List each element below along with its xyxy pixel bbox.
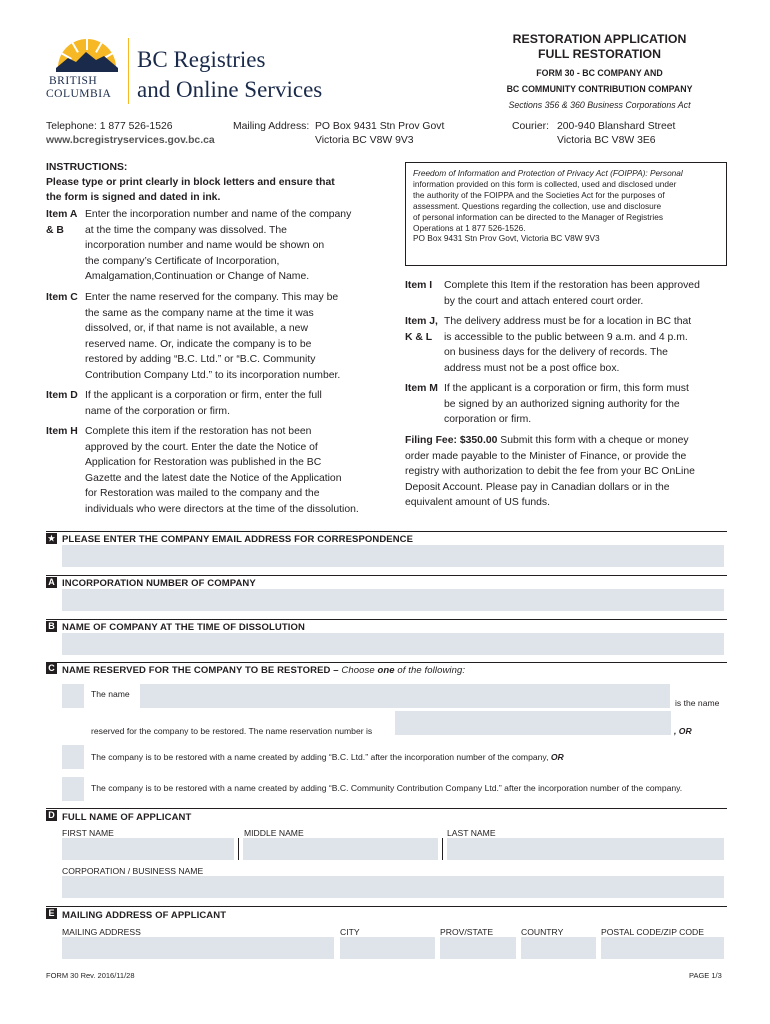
- courier-line1: 200-940 Blanshard Street: [557, 121, 676, 132]
- prov-state-label: PROV/STATE: [440, 927, 494, 937]
- page-number: PAGE 1/3: [689, 971, 722, 980]
- courier-line2: Victoria BC V8W 3E6: [557, 135, 656, 146]
- option-bc-ccc-checkbox[interactable]: [62, 777, 84, 801]
- section-d-title: FULL NAME OF APPLICANT: [62, 812, 192, 823]
- form-number-line1: FORM 30 - BC COMPANY AND: [536, 68, 663, 78]
- middle-name-field[interactable]: [243, 838, 438, 860]
- instructions-intro-2: the form is signed and dated in ink.: [46, 192, 221, 203]
- item-ab-text: Enter the incorporation number and name of the company at the time the company was dissolved. The incorporation number and name would be shown on the company’s Certificate of Incorporation, Amalgamation,Continuation or Change of Name.: [85, 209, 352, 282]
- section-c-letter: C: [46, 663, 57, 674]
- postal-code-label: POSTAL CODE/ZIP CODE: [601, 927, 704, 937]
- divider-e: [46, 906, 727, 907]
- divider-d: [46, 808, 727, 809]
- city-label: CITY: [340, 927, 360, 937]
- divider-a: [46, 575, 727, 576]
- org-name-line1: BC Registries: [137, 47, 266, 72]
- section-a-letter: A: [46, 577, 57, 588]
- form-title-line2: FULL RESTORATION: [538, 47, 661, 61]
- org-name-line2: and Online Services: [137, 77, 323, 102]
- foippa-box: Freedom of Information and Protection of Privacy Act (FOIPPA): Personal information provided on this form is collected, used and disclosed under the authority of the FOIPPA and the Societies Act for the purposes of assessment. Questions regarding the collection, use and disclosure of personal information can be directed to the Manager of Registries Operations at 1 877 526-1526. PO Box 9431 Stn Prov Govt, Victoria BC V8W 9V3: [405, 162, 727, 266]
- or-label-1: , OR: [674, 726, 692, 736]
- postal-code-field[interactable]: [601, 937, 724, 959]
- divider-b: [46, 619, 727, 620]
- email-section-title: PLEASE ENTER THE COMPANY EMAIL ADDRESS FOR CORRESPONDENCE: [62, 534, 414, 545]
- section-e-letter: E: [46, 908, 57, 919]
- city-field[interactable]: [340, 937, 435, 959]
- item-jkl-key: Item J, K & L: [405, 316, 438, 343]
- option-bc-ltd-label: The company is to be restored with a name created by adding “B.C. Ltd.” after the incorporation number of the company, OR: [91, 752, 564, 762]
- form-sections: Sections 356 & 360 Business Corporations Act: [508, 100, 691, 110]
- item-h-text: Complete this item if the restoration has not been approved by the court. Enter the date the Notice of Application for Restoration was published in the BC Gazette and the latest date the Notice of the Application for Restoration was mailed to the company and the individuals who were directors at the time of the dissolution.: [85, 426, 359, 515]
- item-m-key: Item M: [405, 383, 438, 394]
- company-name-at-dissolution-field[interactable]: [62, 633, 724, 655]
- mailing-address-field[interactable]: [62, 937, 334, 959]
- form-revision: FORM 30 Rev. 2016/11/28: [46, 971, 135, 980]
- form-title-line1: RESTORATION APPLICATION: [512, 32, 687, 46]
- instructions-intro-1: Please type or print clearly in block letters and ensure that: [46, 177, 335, 188]
- section-c-title: NAME RESERVED FOR THE COMPANY TO BE RESTORED – Choose one of the following:: [62, 665, 466, 676]
- country-label: COUNTRY: [521, 927, 564, 937]
- item-d-key: Item D: [46, 390, 78, 401]
- section-b-letter: B: [46, 621, 57, 632]
- mailing-address-line1: PO Box 9431 Stn Prov Govt: [315, 121, 445, 132]
- divider-c: [46, 662, 727, 663]
- item-d-text: If the applicant is a corporation or firm, enter the full name of the corporation or firm.: [85, 390, 322, 417]
- item-h-key: Item H: [46, 426, 78, 437]
- bc-sun-icon: [52, 34, 122, 76]
- item-c-text: Enter the name reserved for the company. This may be the same as the company name at the time it was dissolved, or, if that name is not available, a new reserved name. Or, indicate the company is to be restored by adding “B.C. Ltd.” or “B.C. Community Contribution Company Ltd.” to its incorporation number.: [85, 292, 341, 381]
- form-number-line2: BC COMMUNITY CONTRIBUTION COMPANY: [506, 84, 693, 94]
- logo-british: BRITISH: [49, 75, 98, 87]
- item-m-text: If the applicant is a corporation or firm, this form must be signed by an authorized signing authority for the corporation or firm.: [444, 383, 689, 425]
- section-b-title: NAME OF COMPANY AT THE TIME OF DISSOLUTION: [62, 622, 305, 633]
- name-reservation-number-field[interactable]: [395, 711, 671, 735]
- the-name-label: The name: [91, 689, 130, 699]
- option-name-checkbox[interactable]: [62, 684, 84, 708]
- corporation-name-label: CORPORATION / BUSINESS NAME: [62, 866, 204, 876]
- middle-name-label: MIDDLE NAME: [244, 828, 304, 838]
- last-name-field[interactable]: [447, 838, 724, 860]
- courier-label: Courier:: [512, 121, 549, 132]
- incorporation-number-field[interactable]: [62, 589, 724, 611]
- bc-logo: [46, 34, 126, 104]
- middle-last-separator: [442, 838, 443, 860]
- last-name-label: LAST NAME: [447, 828, 496, 838]
- first-name-label: FIRST NAME: [62, 828, 114, 838]
- section-e-title: MAILING ADDRESS OF APPLICANT: [62, 910, 227, 921]
- filing-fee-text: Filing Fee: $350.00 Submit this form with a cheque or money order made payable to the Minister of Finance, or provide the registry with authorization to debit the fee from your BC OnLine Deposit Account. Please pay in Canadian dollars or in the equivalent amount of US funds.: [405, 435, 695, 508]
- is-the-name-label: is the name: [675, 698, 720, 708]
- logo-columbia: COLUMBIA: [46, 88, 112, 100]
- email-field[interactable]: [62, 545, 724, 567]
- item-jkl-text: The delivery address must be for a location in BC that is accessible to the public between 9 a.m. and 4 p.m. on business days for the delivery of records. The address must not be a post office box.: [444, 316, 692, 374]
- first-middle-separator: [238, 838, 239, 860]
- item-i-text: Complete this Item if the restoration has been approved by the court and attach entered court order.: [444, 280, 700, 307]
- website-link[interactable]: www.bcregistryservices.gov.bc.ca: [46, 135, 215, 146]
- option-bc-ccc-label: The company is to be restored with a name created by adding “B.C. Community Contribution Company Ltd.” after the incorporation number of the company.: [91, 783, 683, 793]
- logo-divider: [128, 38, 129, 104]
- item-ab-key: Item A & B: [46, 209, 78, 236]
- mailing-address-label: Mailing Address:: [233, 121, 310, 132]
- reserved-text-label: reserved for the company to be restored. The name reservation number is: [91, 726, 373, 736]
- country-field[interactable]: [521, 937, 596, 959]
- option-bc-ltd-checkbox[interactable]: [62, 745, 84, 769]
- telephone: Telephone: 1 877 526-1526: [46, 121, 173, 132]
- prov-state-field[interactable]: [440, 937, 516, 959]
- item-i-key: Item I: [405, 280, 433, 291]
- item-c-key: Item C: [46, 292, 78, 303]
- email-section-star-icon: ★: [47, 534, 56, 543]
- mailing-address-line2: Victoria BC V8W 9V3: [315, 135, 414, 146]
- section-a-title: INCORPORATION NUMBER OF COMPANY: [62, 578, 256, 589]
- reserved-name-field[interactable]: [140, 684, 670, 708]
- filing-fee-label: Filing Fee: $350.00: [405, 435, 498, 446]
- mailing-address-field-label: MAILING ADDRESS: [62, 927, 141, 937]
- instructions-heading: INSTRUCTIONS:: [46, 162, 128, 173]
- first-name-field[interactable]: [62, 838, 234, 860]
- corporation-name-field[interactable]: [62, 876, 724, 898]
- divider-email: [46, 531, 727, 532]
- section-d-letter: D: [46, 810, 57, 821]
